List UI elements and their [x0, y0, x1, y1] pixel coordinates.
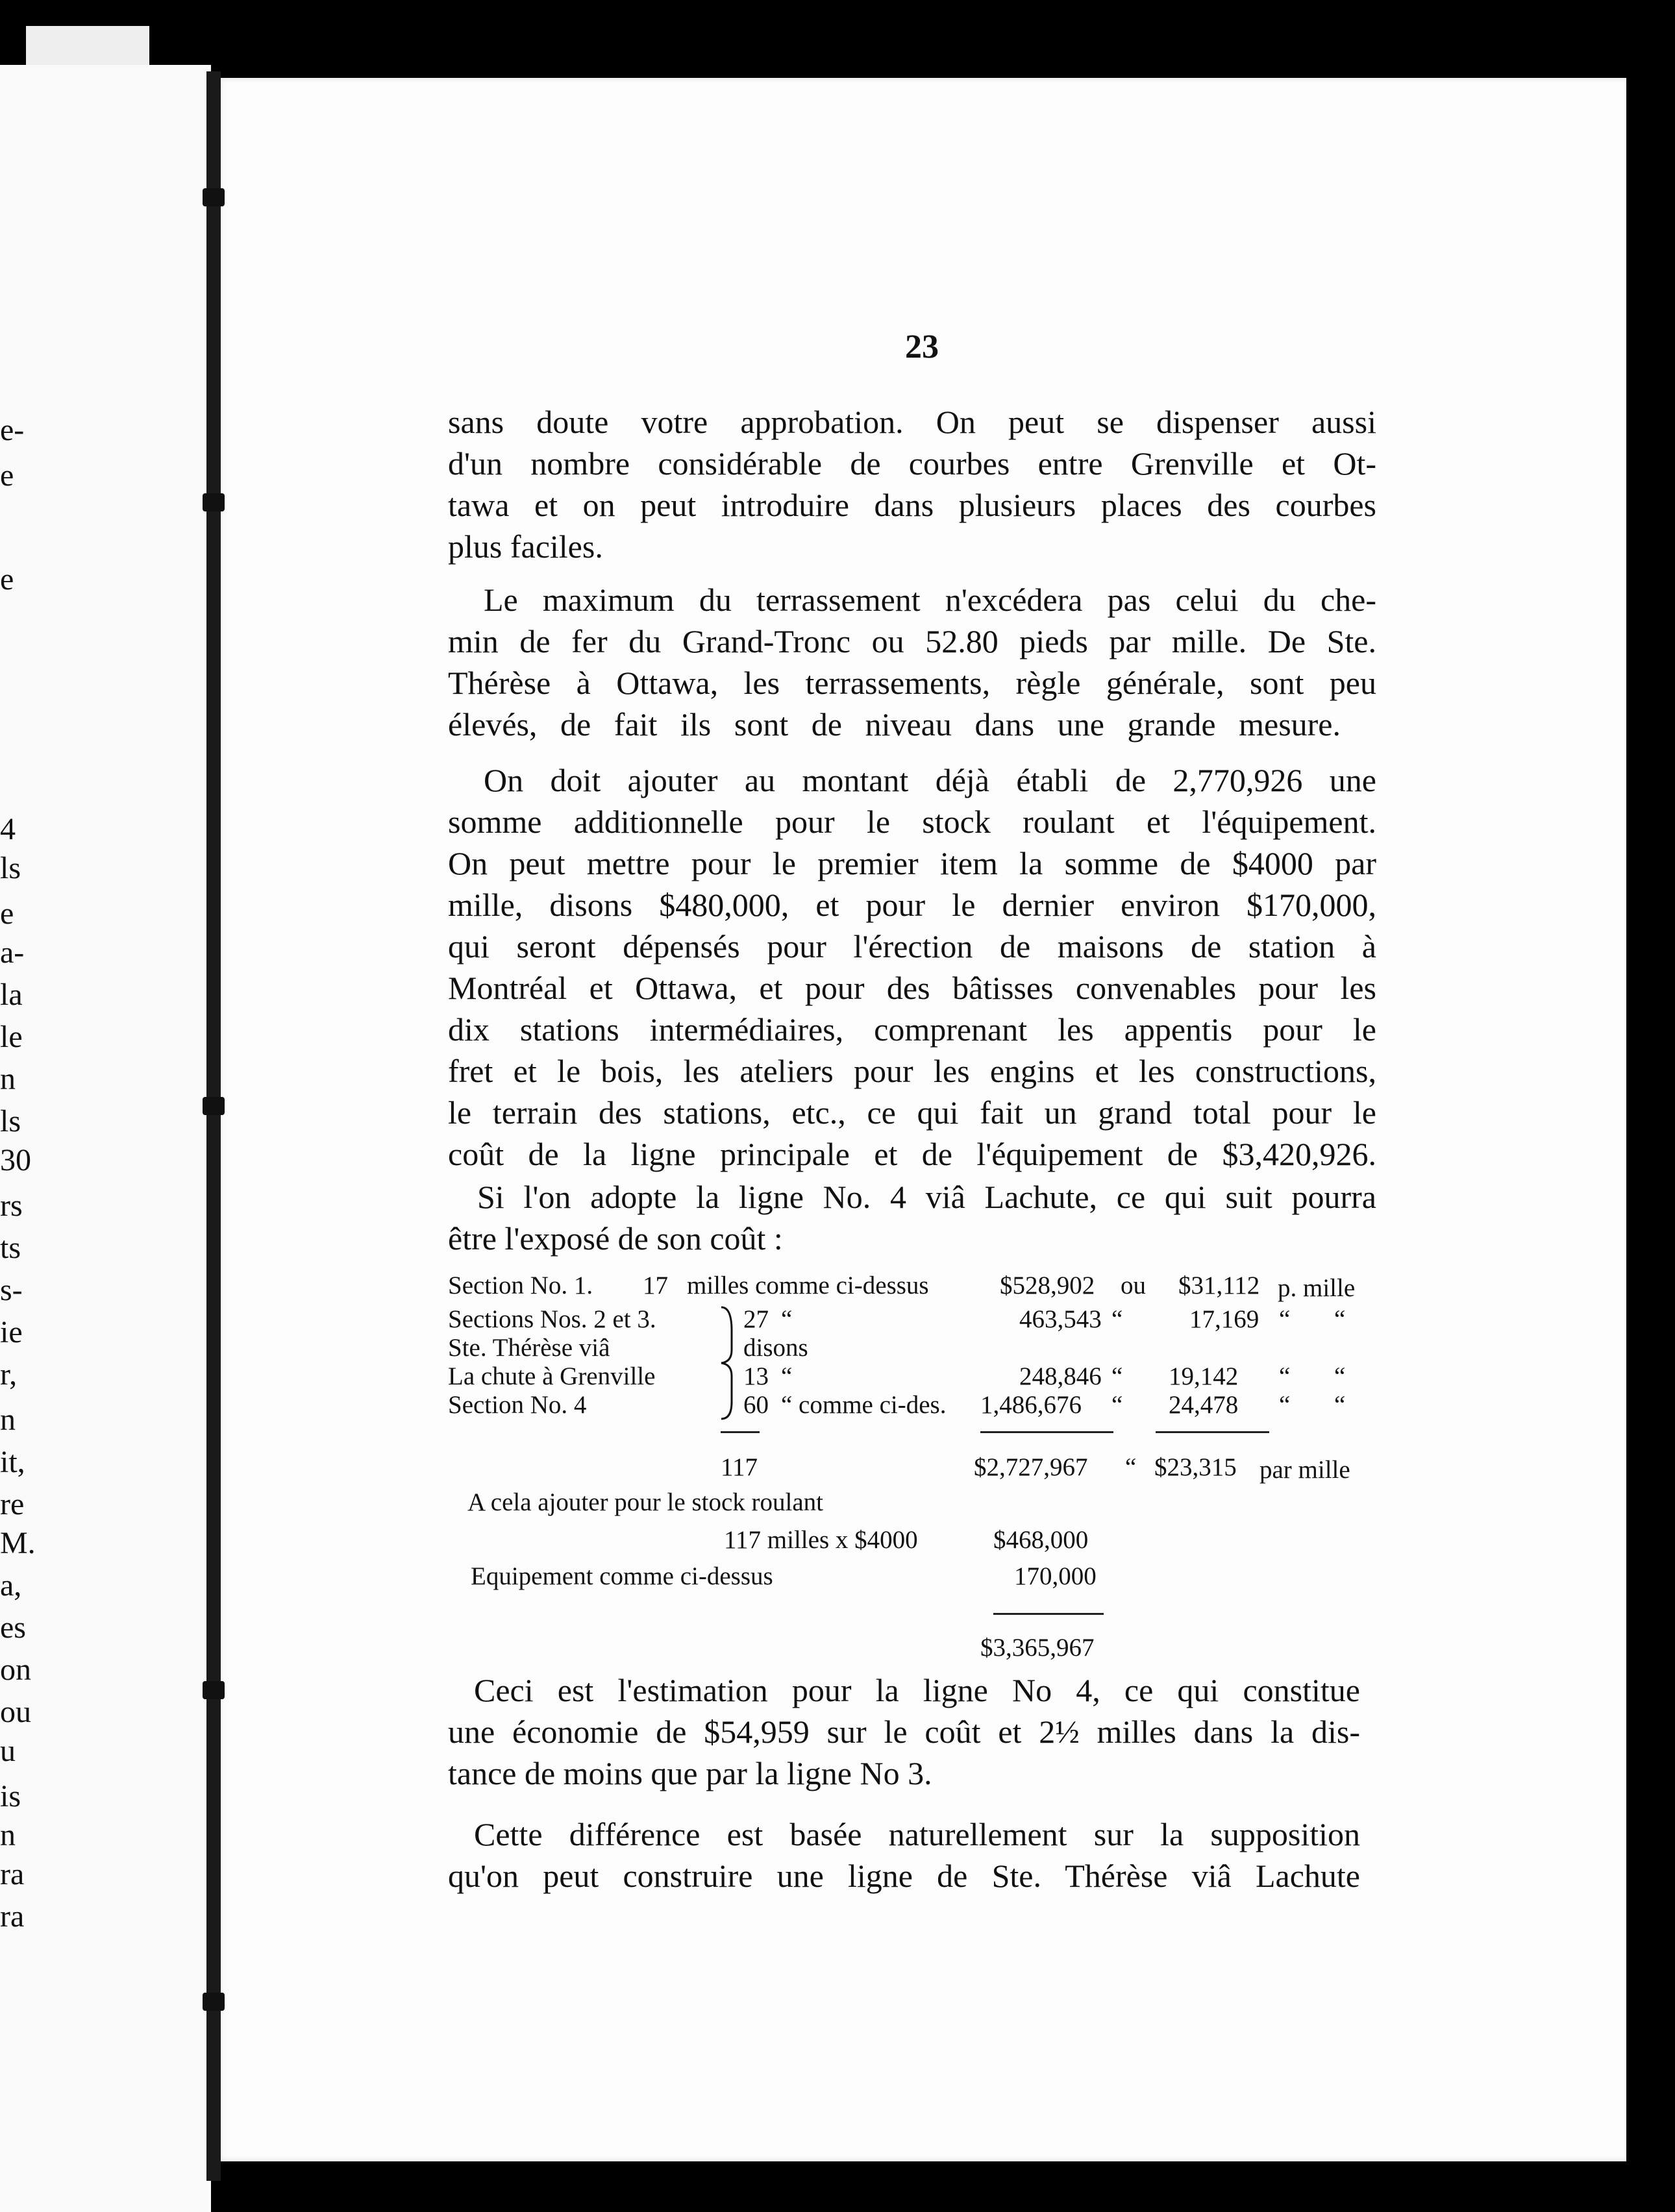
table-cell-miles: 17: [643, 1272, 668, 1299]
table-cell-label: La chute à Grenville: [448, 1362, 656, 1390]
margin-fragment: ou: [0, 1695, 31, 1729]
spine-mark: [203, 188, 225, 206]
table-cell-cost: 1,486,676: [980, 1391, 1082, 1419]
ditto-mark: “: [1334, 1391, 1346, 1419]
table-cell-per-mile: 17,169: [1189, 1305, 1259, 1333]
margin-fragment: r,: [0, 1357, 18, 1392]
ditto-mark: “: [1125, 1453, 1137, 1481]
margin-fragment: on: [0, 1653, 31, 1687]
ditto-mark: “: [1111, 1305, 1123, 1333]
sum-rule: [721, 1431, 760, 1433]
text-line: qui seront dépensés pour l'érection de maisons de station à: [448, 928, 1376, 965]
text-line: Ceci est l'estimation pour la ligne No 4, ce qui constitue: [474, 1672, 1360, 1708]
margin-fragment: ls: [0, 851, 21, 885]
table-cell-cost: $528,902: [1000, 1272, 1095, 1299]
margin-fragment: rs: [0, 1188, 23, 1223]
stock-label: A cela ajouter pour le stock roulant: [467, 1488, 823, 1516]
table-cell-cost: 248,846: [1019, 1362, 1102, 1390]
margin-fragment: ls: [0, 1104, 21, 1138]
spine-mark: [203, 1993, 225, 2011]
table-cell-label: Section No. 4: [448, 1391, 587, 1419]
text-line: une économie de $54,959 sur le coût et 2½ milles dans la dis-: [448, 1714, 1360, 1750]
margin-fragment: a,: [0, 1568, 22, 1603]
text-line: Le maximum du terrassement n'excédera pas celui du che-: [484, 582, 1376, 618]
total-unit: par mille: [1259, 1456, 1350, 1484]
total-cost: $2,727,967: [974, 1453, 1088, 1481]
margin-fragment: n: [0, 1403, 16, 1437]
ditto-mark: “: [1334, 1362, 1346, 1390]
margin-fragment: ra: [0, 1857, 25, 1891]
text-line: sans doute votre approbation. On peut se dispenser aussi: [448, 404, 1376, 440]
left-page: [0, 65, 211, 2212]
margin-fragment: it,: [0, 1445, 25, 1479]
table-cell-label: Ste. Thérèse viâ: [448, 1334, 610, 1362]
table-cell-label: Sections Nos. 2 et 3.: [448, 1305, 656, 1333]
margin-fragment: n: [0, 1818, 16, 1852]
margin-fragment: ra: [0, 1899, 25, 1934]
text-line: dix stations intermédiaires, comprenant les appentis pour le: [448, 1011, 1376, 1048]
page-number: 23: [905, 328, 939, 365]
text-line: Si l'on adopte la ligne No. 4 viâ Lachute, ce qui suit pourra: [477, 1179, 1376, 1215]
text-line: élevés, de fait ils sont de niveau dans une grande mesure.: [448, 706, 1341, 743]
table-cell-per-mile: 24,478: [1169, 1391, 1239, 1419]
text-line: tance de moins que par la ligne No 3.: [448, 1755, 932, 1791]
ditto-mark: “: [781, 1362, 793, 1390]
margin-fragment: e-: [0, 413, 25, 447]
sum-rule: [980, 1431, 1113, 1433]
text-line: fret et le bois, les ateliers pour les engins et les constructions,: [448, 1053, 1376, 1089]
table-cell-ou: ou: [1121, 1272, 1146, 1299]
ditto-mark: “: [1334, 1305, 1346, 1333]
spine-mark: [203, 1097, 225, 1115]
sum-rule: [1156, 1431, 1269, 1433]
ditto-mark: “: [1111, 1362, 1123, 1390]
table-cell-label: Section No. 1.: [448, 1272, 593, 1299]
scan-edge: [26, 26, 149, 65]
margin-fragment: ts: [0, 1231, 21, 1265]
table-cell-per-mile: 19,142: [1169, 1362, 1239, 1390]
table-cell-desc: disons: [743, 1334, 808, 1362]
text-line: Thérèse à Ottawa, les terrassements, règle générale, sont peu: [448, 665, 1376, 701]
table-cell-cost: 463,543: [1019, 1305, 1102, 1333]
text-line: On doit ajouter au montant déjà établi de 2,770,926 une: [484, 762, 1376, 798]
spine-mark: [203, 1681, 225, 1699]
ditto-mark: “: [1279, 1391, 1291, 1419]
margin-fragment: n: [0, 1062, 16, 1096]
text-line: être l'exposé de son coût :: [448, 1220, 783, 1257]
stock-calc: 117 milles x $4000: [724, 1526, 918, 1554]
grand-total: $3,365,967: [980, 1634, 1095, 1662]
total-miles: 117: [721, 1453, 758, 1481]
margin-fragment: re: [0, 1487, 25, 1521]
table-cell-desc: milles comme ci-dessus: [687, 1272, 929, 1299]
text-line: somme additionnelle pour le stock roulant et l'équipement.: [448, 804, 1376, 840]
margin-fragment: la: [0, 977, 23, 1012]
margin-fragment: s-: [0, 1273, 23, 1307]
spine-mark: [203, 493, 225, 511]
margin-fragment: e: [0, 896, 14, 931]
table-cell-unit: p. mille: [1278, 1274, 1356, 1302]
margin-fragment: e: [0, 458, 14, 493]
margin-fragment: e: [0, 562, 14, 596]
book-spine: [206, 71, 221, 2181]
ditto-mark: “: [781, 1305, 793, 1333]
margin-fragment: le: [0, 1020, 23, 1054]
ditto-mark: “: [1111, 1391, 1123, 1419]
margin-fragment: 30: [0, 1143, 31, 1177]
text-line: le terrain des stations, etc., ce qui fait un grand total pour le: [448, 1094, 1376, 1131]
margin-fragment: a-: [0, 935, 25, 970]
table-cell-miles: 27: [743, 1305, 769, 1333]
equipment-value: 170,000: [1014, 1562, 1097, 1590]
text-line: Cette différence est basée naturellement sur la supposition: [474, 1816, 1360, 1852]
text-line: On peut mettre pour le premier item la somme de $4000 par: [448, 845, 1376, 881]
text-line: coût de la ligne principale et de l'équipement de $3,420,926.: [448, 1136, 1376, 1172]
text-line: mille, disons $480,000, et pour le dernier environ $170,000,: [448, 887, 1376, 923]
table-cell-miles: 60: [743, 1391, 769, 1419]
equipment-label: Equipement comme ci-dessus: [471, 1562, 773, 1590]
table-cell-miles: 13: [743, 1362, 769, 1390]
table-cell-desc: “ comme ci-des.: [781, 1391, 947, 1419]
text-line: Montréal et Ottawa, et pour des bâtisses convenables pour les: [448, 970, 1376, 1006]
margin-fragment: u: [0, 1734, 16, 1768]
ditto-mark: “: [1279, 1305, 1291, 1333]
ditto-mark: “: [1279, 1362, 1291, 1390]
margin-fragment: is: [0, 1779, 21, 1813]
brace-icon: [717, 1305, 737, 1421]
margin-fragment: es: [0, 1610, 26, 1645]
margin-fragment: M.: [0, 1526, 36, 1560]
text-line: tawa et on peut introduire dans plusieurs places des courbes: [448, 487, 1376, 523]
table-cell-per-mile: $31,112: [1178, 1272, 1260, 1299]
margin-fragment: ie: [0, 1315, 23, 1349]
text-line: min de fer du Grand-Tronc ou 52.80 pieds par mille. De Ste.: [448, 623, 1376, 659]
margin-fragment: 4: [0, 812, 16, 846]
text-line: plus faciles.: [448, 528, 603, 565]
total-per-mile: $23,315: [1154, 1453, 1237, 1481]
text-line: qu'on peut construire une ligne de Ste. Thérèse viâ Lachute: [448, 1858, 1360, 1894]
sum-rule: [993, 1613, 1104, 1615]
stock-value: $468,000: [993, 1526, 1089, 1554]
text-line: d'un nombre considérable de courbes entre Grenville et Ot-: [448, 445, 1376, 482]
